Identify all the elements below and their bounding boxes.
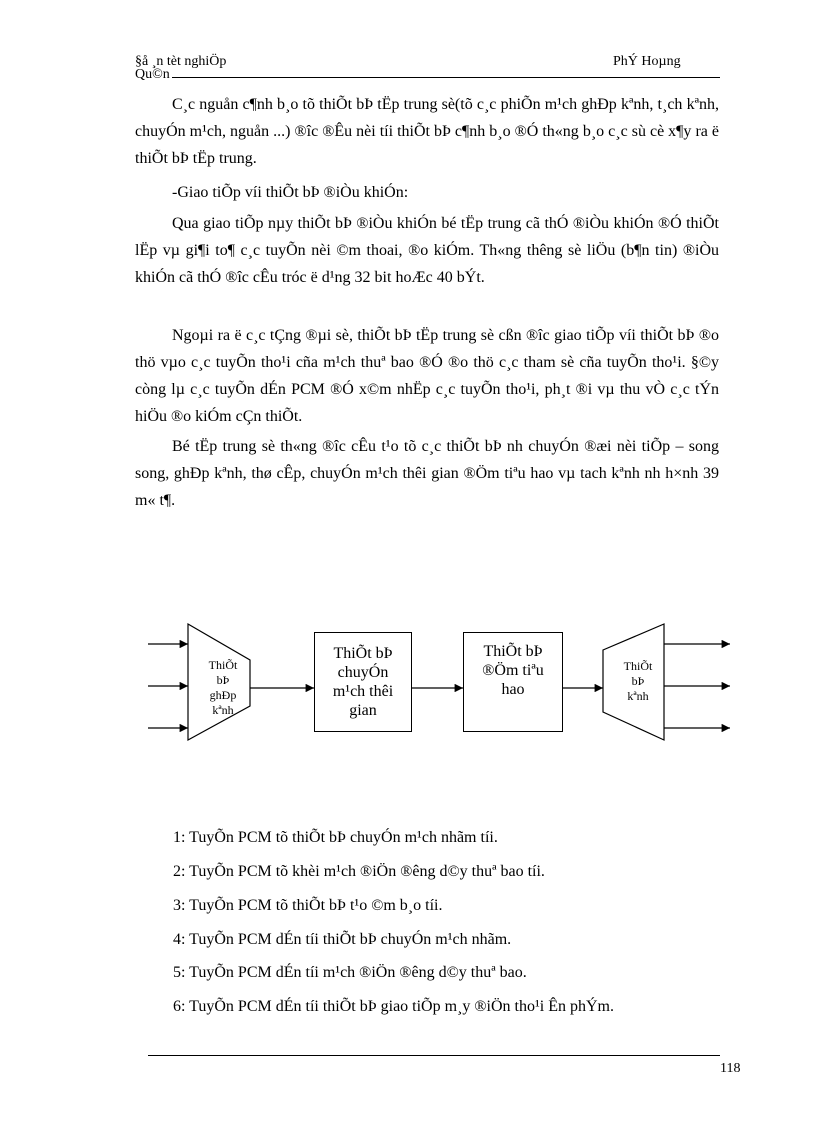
paragraph-structure: Bé tËp trung sè th«ng ®îc cÊu t¹o tõ c¸c thiÕt bÞ nh chuyÓn ®æi nèi tiÕp – song song, ghÐp kªnh, thø cÊp, chuyÓn m¹ch thêi gian ®Öm tiªu hao vµ tach kªnh nh h×nh 39 m« t¶.: [135, 438, 719, 509]
paragraph-test: Ngoµi ra ë c¸c tÇng ®µi sè, thiÕt bÞ tËp trung sè cßn ®îc giao tiÕp víi thiÕt bÞ ®o thö vµo c¸c tuyÕn tho¹i cña m¹ch thuª bao ®Ó ®o thö c¸c tham sè cña tuyÕn tho¹i. §©y còng lµ c¸c tuyÕn dÉn PCM ®Ó x©m nhËp c¸c tuyÕn tho¹i, ph¸t ®i vµ thu vÒ c¸c tÝn hiÖu ®o kiÓm cÇn thiÕt.: [135, 327, 719, 425]
list-item: 5: TuyÕn PCM dÉn tíi m¹ch ®iÖn ®êng d©y thuª bao.: [173, 964, 527, 981]
list-item: 2: TuyÕn PCM tõ khèi m¹ch ®iÖn ®êng d©y thuª bao tíi.: [173, 863, 545, 880]
header-left: §å ¸n tèt nghiÖp: [135, 54, 227, 69]
list-item: 4: TuyÕn PCM dÉn tíi thiÕt bÞ chuyÓn m¹ch nhãm.: [173, 931, 512, 948]
paragraph-alarm: C¸c nguån c¶nh b¸o tõ thiÕt bÞ tËp trung sè(tõ c¸c phiÕn m¹ch ghÐp kªnh, t¸ch kªnh, chuyÓn m¹ch, nguån ...) ®îc ®Êu nèi tíi thiÕt bÞ c¶nh b¸o ®Ó th«ng b¸o c¸c sù cè x¶y ra ë thiÕt bÞ tËp trung.: [135, 96, 719, 167]
page-number: 118: [720, 1061, 741, 1076]
mux-label: ThiÕt bÞ ghÐp kªnh: [208, 658, 238, 716]
time-switch-box: ThiÕt bÞ chuyÓn m¹ch thêi gian: [314, 632, 412, 732]
demux-label: ThiÕt bÞ kªnh: [623, 659, 653, 703]
paragraph-control: Qua giao tiÕp nµy thiÕt bÞ ®iÒu khiÓn bé tËp trung cã thÓ ®iÒu khiÓn ®Ó thiÕt lËp vµ gi¶i to¶ c¸c tuyÕn nèi ©m thoai, ®o kiÓm. Th«ng thêng sè liÖu (b¶n tin) ®iÒu khiÓn cã thÓ ®îc cÊu tróc ë d¹ng 32 bit hoÆc 40 bÝt.: [135, 215, 719, 286]
buffer-box: ThiÕt bÞ ®Öm tiªu hao: [463, 632, 563, 732]
header-right: PhÝ Hoµng: [613, 54, 681, 69]
paragraph-control-heading: -Giao tiÕp víi thiÕt bÞ ®iÒu khiÓn:: [172, 184, 409, 201]
list-item: 3: TuyÕn PCM tõ thiÕt bÞ t¹o ©m b¸o tíi.: [173, 897, 443, 914]
footer-rule: [148, 1055, 720, 1056]
header-left-line2: Qu©n: [135, 67, 170, 82]
list-item: 6: TuyÕn PCM dÉn tíi thiÕt bÞ giao tiÕp m¸y ®iÖn tho¹i Ên phÝm.: [173, 998, 614, 1015]
list-item: 1: TuyÕn PCM tõ thiÕt bÞ chuyÓn m¹ch nhãm tíi.: [173, 829, 498, 846]
